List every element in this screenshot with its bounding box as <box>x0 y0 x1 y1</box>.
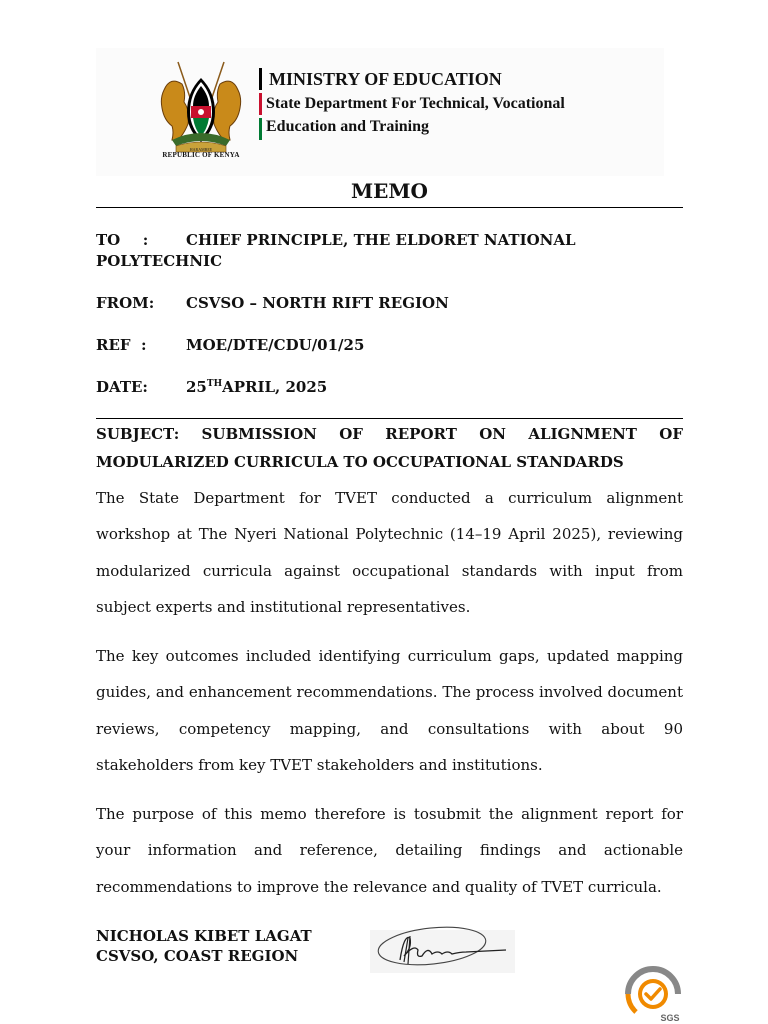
signatory-name: NICHOLAS KIBET LAGAT <box>96 927 312 945</box>
coat-of-arms-caption: REPUBLIC OF KENYA <box>162 151 240 159</box>
fields-divider <box>96 418 683 419</box>
memo-title: MEMO <box>351 179 428 203</box>
from-value: CSVSO – NORTH RIFT REGION <box>186 294 449 312</box>
body-paragraph: The purpose of this memo therefore is tosubmit the alignment report for your information and reference, detailing findings and actionable recommendations to improve the relevance and quality of TVET curricula. <box>96 805 683 896</box>
department-name-line1: State Department For Technical, Vocational <box>266 95 565 112</box>
handwritten-signature <box>370 918 515 973</box>
to-value: CHIEF PRINCIPLE, THE ELDORET NATIONAL <box>186 231 576 249</box>
sgs-certification-icon <box>622 964 684 1024</box>
department-name-line2: Education and Training <box>266 118 430 135</box>
ministry-name: MINISTRY OF EDUCATION <box>269 69 502 89</box>
ministry-accent-bar <box>259 68 262 90</box>
signatory-title: CSVSO, COAST REGION <box>96 947 299 965</box>
date-ordinal: TH <box>206 379 223 389</box>
body-paragraph: The State Department for TVET conducted a curriculum alignment workshop at The Nyeri National Polytechnic (14–19 April 2025), reviewing modularized curricula against occupational standards with input from subject experts and institutional representatives. <box>96 489 683 616</box>
memo-subject: SUBJECT: SUBMISSION OF REPORT ON ALIGNMENT OF MODULARIZED CURRICULA TO OCCUPATIONAL STANDARDS <box>96 425 683 471</box>
department-accent-bar <box>259 93 262 115</box>
svg-text:HARAMBEE: HARAMBEE <box>189 147 213 152</box>
to-value-continued: POLYTECHNIC <box>96 252 223 270</box>
ref-value: MOE/DTE/CDU/01/25 <box>186 336 365 354</box>
date-value <box>186 378 327 396</box>
ref-label: REF : <box>96 336 147 354</box>
to-label: TO : <box>96 231 149 249</box>
kenya-coat-of-arms-icon <box>158 60 244 160</box>
body-paragraph: The key outcomes included identifying curriculum gaps, updated mapping guides, and enhancement recommendations. The process involved document reviews, competency mapping, and consultations with about 90 stakeholders from key TVET stakeholders and institutions. <box>96 647 683 774</box>
title-divider <box>96 207 683 208</box>
department-accent-bar-2 <box>259 118 262 140</box>
from-label: FROM: <box>96 294 155 312</box>
signatory-block <box>96 926 312 966</box>
date-month-year: APRIL, 2025 <box>222 378 328 396</box>
sgs-mark-text: SGS <box>660 1013 680 1023</box>
letterhead <box>96 48 664 176</box>
date-day: 25 <box>186 378 207 396</box>
date-label: DATE: <box>96 378 148 396</box>
